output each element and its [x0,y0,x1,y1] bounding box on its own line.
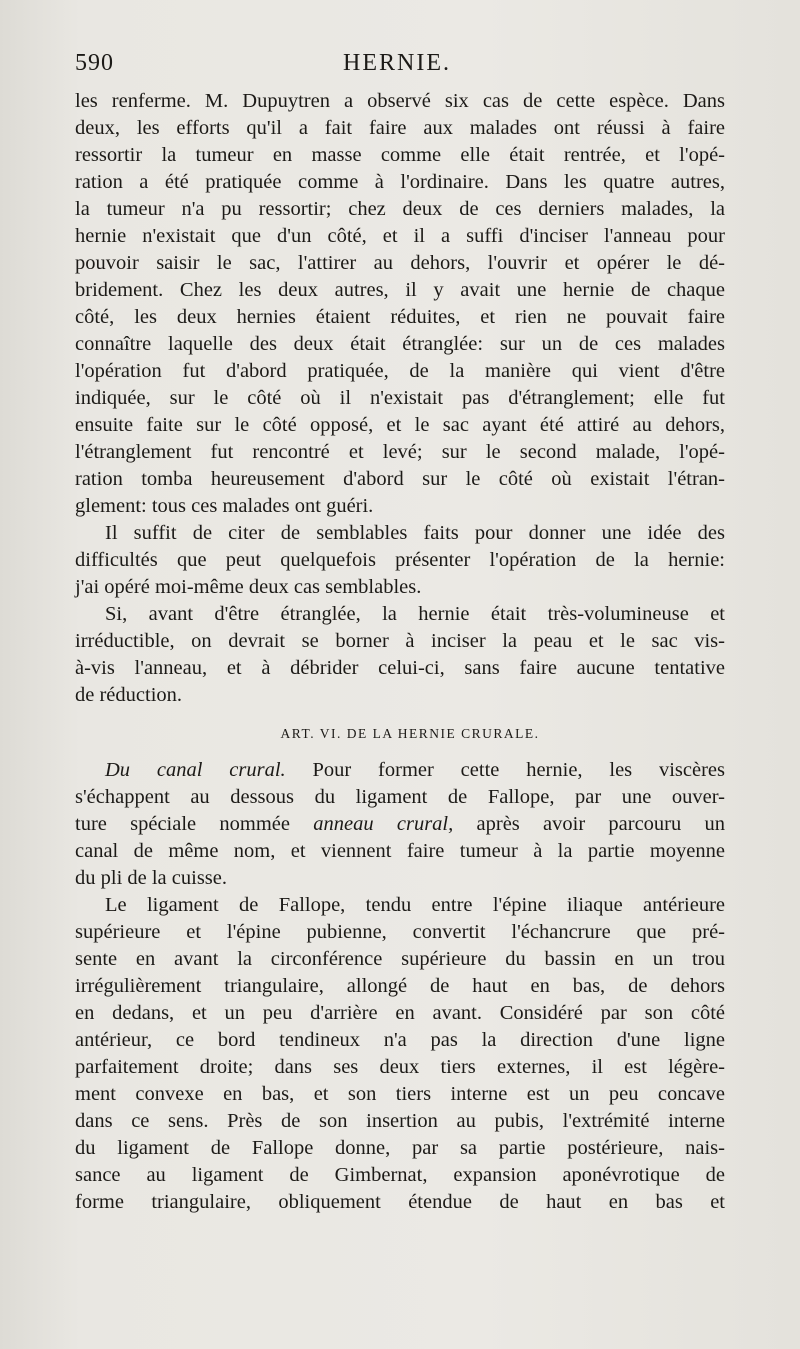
text-line: Si, avant d'être étranglée, la hernie était très-volumineuse et [105,603,725,625]
text-line: la tumeur n'a pu ressortir; chez deux de ces derniers malades, la [75,198,725,220]
text-line: irréductible, on devrait se borner à inciser la peau et le sac vis- [75,630,725,652]
text-line [75,757,725,784]
body-text [75,88,725,1216]
text-line: pouvoir saisir le sac, l'attirer au dehors, l'ouvrir et opérer le dé- [75,252,725,274]
text-fragment: Pour former cette hernie, les viscères [312,759,726,781]
text-line: l'étranglement fut rencontré et levé; sur le second malade, l'opé- [75,441,725,463]
text-line: sance au ligament de Gimbernat, expansion aponévrotique de [75,1164,725,1186]
text-line: connaître laquelle des deux était étranglée: sur un de ces malades [75,333,725,355]
text-line: ensuite faite sur le côté opposé, et le sac ayant été attiré au dehors, [75,414,725,436]
text-line: s'échappent au dessous du ligament de Fallope, par une ouver- [75,786,725,808]
text-line: hernie n'existait que d'un côté, et il a suffi d'inciser l'anneau pour [75,225,725,247]
text-line: ration a été pratiquée comme à l'ordinaire. Dans les quatre autres, [75,171,725,193]
text-line: Il suffit de citer de semblables faits pour donner une idée des [105,522,725,544]
text-line: ment convexe en bas, et son tiers interne est un peu concave [75,1083,725,1105]
text-line: ressortir la tumeur en masse comme elle était rentrée, et l'opé- [75,144,725,166]
text-line: Le ligament de Fallope, tendu entre l'épine iliaque antérieure [105,894,725,916]
text-fragment: ture spéciale nommée [75,813,290,835]
text-line: supérieure et l'épine pubienne, convertit l'échancrure que pré- [75,921,725,943]
text-line: difficultés que peut quelquefois présenter l'opération de la hernie: [75,549,725,571]
text-line: canal de même nom, et viennent faire tumeur à la partie moyenne [75,840,725,862]
page-number: 590 [75,50,114,76]
text-line: sente en avant la circonférence supérieure du bassin en un trou [75,948,725,970]
text-line: indiquée, sur le côté où il n'existait pas d'étranglement; elle fut [75,387,725,409]
text-line [75,811,725,838]
text-line: côté, les deux hernies étaient réduites, et rien ne pouvait faire [75,306,725,328]
text-line: les renferme. M. Dupuytren a observé six cas de cette espèce. Dans [75,90,725,112]
text-line: irrégulièrement triangulaire, allongé de haut en bas, de dehors [75,975,725,997]
text-line: deux, les efforts qu'il a fait faire aux malades ont réussi à faire [75,117,725,139]
section-heading-text: ART. VI. DE LA HERNIE CRURALE. [280,726,540,741]
text-line: j'ai opéré moi-même deux cas semblables. [75,576,422,598]
italic-term: anneau crural, [313,813,454,835]
running-title: HERNIE. [343,50,451,76]
text-line: parfaitement droite; dans ses deux tiers externes, il est légère- [75,1056,725,1078]
text-line: ration tomba heureusement d'abord sur le côté où existait l'étran- [75,468,725,490]
text-line: du ligament de Fallope donne, par sa partie postérieure, nais- [75,1137,725,1159]
text-line: bridement. Chez les deux autres, il y avait une hernie de chaque [75,279,725,301]
text-line: l'opération fut d'abord pratiquée, de la manière qui vient d'être [75,360,725,382]
text-line: en dedans, et un peu d'arrière en avant. Considéré par son côté [75,1002,725,1024]
section-heading [75,721,725,747]
text-line: dans ce sens. Près de son insertion au pubis, l'extrémité interne [75,1110,725,1132]
text-line: glement: tous ces malades ont guéri. [75,495,374,517]
text-line: à-vis l'anneau, et à débrider celui-ci, sans faire aucune tentative [75,657,725,679]
text-line: de réduction. [75,684,183,706]
text-line: du pli de la cuisse. [75,867,228,889]
text-line: forme triangulaire, obliquement étendue de haut en bas et [75,1191,725,1213]
text-line: antérieur, ce bord tendineux n'a pas la direction d'une ligne [75,1029,725,1051]
text-fragment: après avoir parcouru un [476,813,726,835]
subsection-title: Du canal crural. [105,759,286,781]
running-head [75,50,725,80]
